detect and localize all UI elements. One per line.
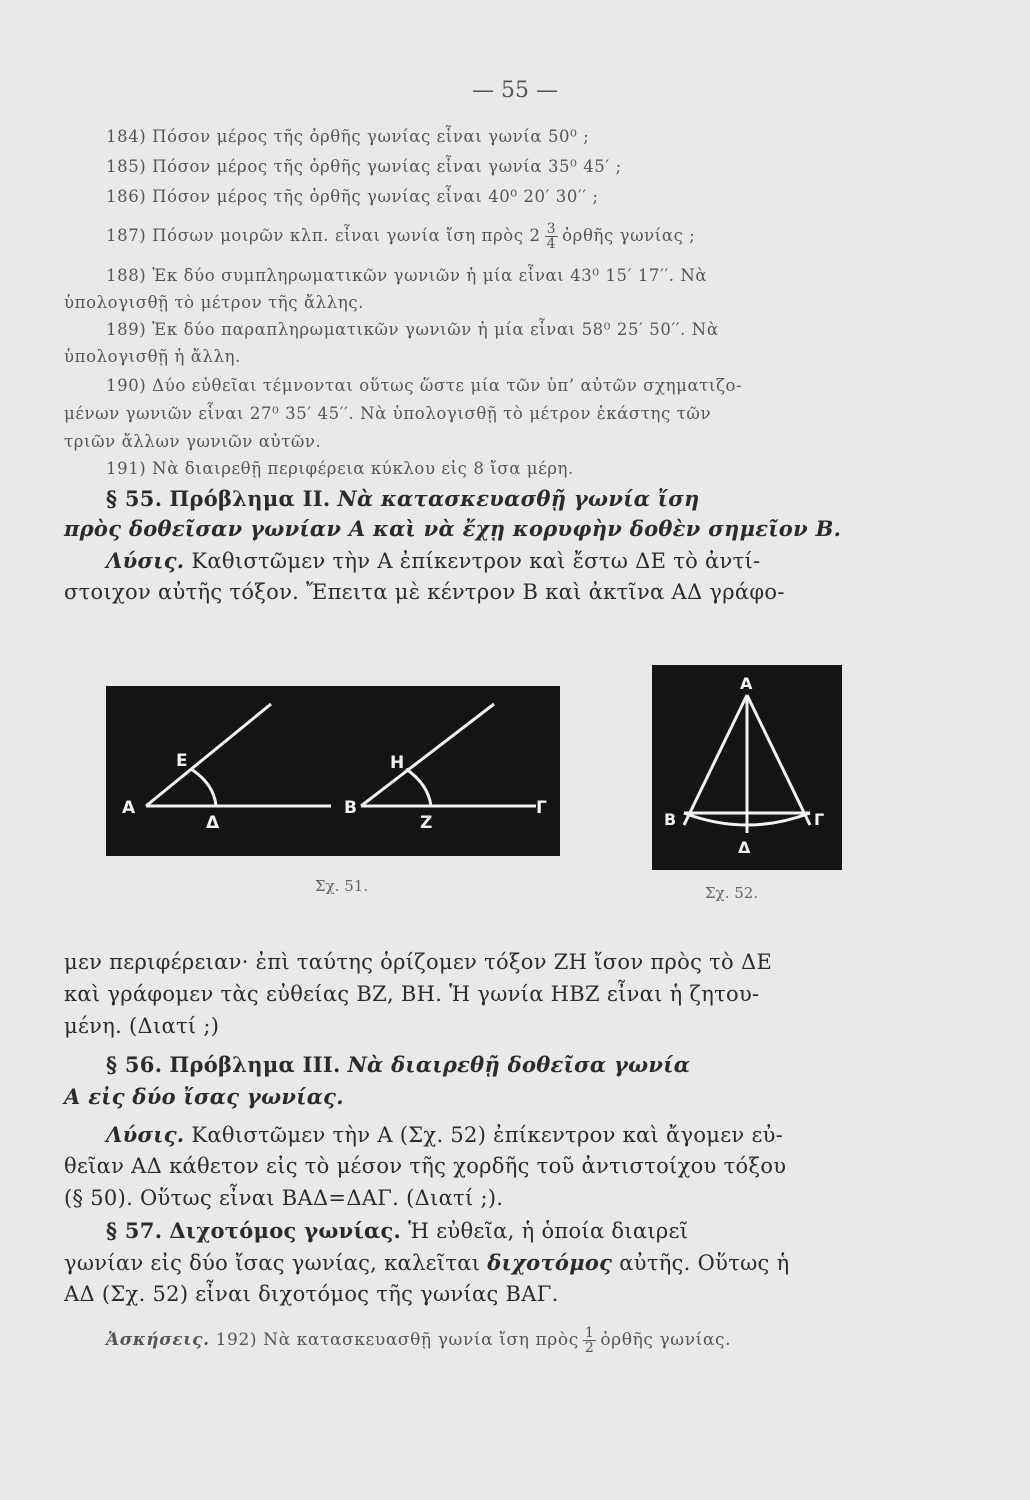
problem-title: Νὰ διαιρεθῇ δοθεῖσα γωνία xyxy=(347,1052,691,1077)
fraction-three-quarters xyxy=(545,222,559,251)
solution-text: Καθιστῶμεν τὴν Α (Σχ. 52) ἐπίκεντρον καὶ ἄγομεν εὐ- xyxy=(191,1123,784,1147)
label-g: Γ xyxy=(814,810,825,829)
section-57-line2 xyxy=(64,1250,884,1275)
figure-51 xyxy=(106,686,560,856)
exercise-190-line3: τριῶν ἄλλων γωνιῶν αὐτῶν. xyxy=(64,432,322,451)
exercise-184: 184) Πόσον μέρος τῆς ὀρθῆς γωνίας εἶναι γωνία 50⁰ ; xyxy=(106,127,590,146)
fraction-numerator: 1 xyxy=(584,1325,595,1341)
label-g: Γ xyxy=(536,798,547,818)
label-b: Β xyxy=(664,810,677,829)
exercise-187 xyxy=(106,222,926,251)
section-55-title-cont: πρὸς δοθεῖσαν γωνίαν Α καὶ νὰ ἔχῃ κορυφὴν δοθὲν σημεῖον Β. xyxy=(64,516,842,541)
label-h: Η xyxy=(390,753,405,773)
section-55-solution-line1 xyxy=(106,548,926,573)
fraction-numerator: 3 xyxy=(546,221,557,237)
exercise-192: 192) Νὰ κατασκευασθῇ γωνία ἴση πρὸς xyxy=(215,1330,579,1350)
fraction-denominator: 4 xyxy=(546,236,557,252)
problem-label: Πρόβλημα ΙΙ. xyxy=(169,486,331,511)
section-56-solution-line1 xyxy=(106,1122,926,1147)
figure-52-drawing xyxy=(652,665,842,870)
exercise-186: 186) Πόσον μέρος τῆς ὀρθῆς γωνίας εἶναι 40⁰ 20′ 30′′ ; xyxy=(106,187,599,206)
solution-label: Λύσις. xyxy=(106,1122,185,1147)
label-a: Α xyxy=(122,798,136,818)
section-number: § 55. xyxy=(106,486,163,511)
section-55-solution-line4: καὶ γράφομεν τὰς εὐθείας ΒΖ, ΒΗ. Ἡ γωνία ΗΒΖ εἶναι ἡ ζητου- xyxy=(64,982,760,1006)
definition-label: Διχοτόμος γωνίας. xyxy=(169,1218,402,1243)
fraction-denominator: 2 xyxy=(584,1340,595,1356)
section-56-solution-line3: (§ 50). Οὕτως εἶναι ΒΑΔ=ΔΑΓ. (Διατί ;). xyxy=(64,1186,504,1210)
figure-52 xyxy=(652,665,842,870)
label-e: Ε xyxy=(176,751,188,771)
term-bisector: διχοτόμος xyxy=(487,1250,613,1275)
exercises-label: Ἀσκήσεις. xyxy=(106,1330,210,1350)
exercise-190-line1: 190) Δύο εὐθεῖαι τέμνονται οὕτως ὥστε μία τῶν ὑπ’ αὐτῶν σχηματιζο- xyxy=(106,376,743,395)
page-number: — 55 — xyxy=(472,78,558,103)
exercises-line xyxy=(106,1326,926,1355)
problem-title: Νὰ κατασκευασθῇ γωνία ἴση xyxy=(337,486,700,511)
exercise-185: 185) Πόσον μέρος τῆς ὀρθῆς γωνίας εἶναι γωνία 35⁰ 45′ ; xyxy=(106,157,622,176)
label-d: Δ xyxy=(206,813,220,833)
exercise-187-end: ὀρθῆς γωνίας ; xyxy=(562,226,696,245)
exercise-190-line2: μένων γωνιῶν εἶναι 27⁰ 35′ 45′′. Νὰ ὑπολογισθῇ τὸ μέτρον ἑκάστης τῶν xyxy=(64,404,712,423)
line-ab xyxy=(684,695,747,825)
label-d: Δ xyxy=(738,838,751,857)
definition-text: Ἡ εὐθεῖα, ἡ ὁποία διαιρεῖ xyxy=(408,1219,689,1243)
arc-zh xyxy=(406,769,431,806)
fraction-one-half xyxy=(583,1326,597,1355)
label-z: Ζ xyxy=(420,813,433,833)
arc-de xyxy=(191,769,216,806)
exercise-188-line2: ὑπολογισθῇ τὸ μέτρον τῆς ἄλλης. xyxy=(64,293,365,312)
definition-text-end: αὐτῆς. Οὕτως ἡ xyxy=(619,1251,790,1275)
section-55-solution-line3: μεν περιφέρειαν· ἐπὶ ταύτης ὁρίζομεν τόξον ΖΗ ἴσον πρὸς τὸ ΔΕ xyxy=(64,950,773,974)
section-55-heading xyxy=(106,486,926,511)
exercise-191: 191) Νὰ διαιρεθῇ περιφέρεια κύκλου εἰς 8 ἴσα μέρη. xyxy=(106,459,574,478)
exercise-187-text: 187) Πόσων μοιρῶν κλπ. εἶναι γωνία ἴση πρὸς 2 xyxy=(106,226,541,245)
section-56-heading xyxy=(106,1052,926,1077)
problem-label: Πρόβλημα ΙΙΙ. xyxy=(169,1052,341,1077)
exercise-189-line1: 189) Ἐκ δύο παραπληρωματικῶν γωνιῶν ἡ μία εἶναι 58⁰ 25′ 50′′. Νὰ xyxy=(106,320,719,339)
section-56-solution-line2: θεῖαν ΑΔ κάθετον εἰς τὸ μέσον τῆς χορδῆς τοῦ ἀντιστοίχου τόξου xyxy=(64,1154,787,1178)
label-a: Α xyxy=(740,674,753,693)
section-57-heading xyxy=(106,1218,926,1243)
exercise-188-line1: 188) Ἐκ δύο συμπληρωματικῶν γωνιῶν ἡ μία εἶναι 43⁰ 15′ 17′′. Νὰ xyxy=(106,266,708,285)
exercise-189-line2: ὑπολογισθῇ ἡ ἄλλη. xyxy=(64,347,241,366)
section-number: § 56. xyxy=(106,1052,163,1077)
exercise-192-end: ὀρθῆς γωνίας. xyxy=(600,1330,732,1350)
solution-label: Λύσις. xyxy=(106,548,185,573)
solution-text: Καθιστῶμεν τὴν Α ἐπίκεντρον καὶ ἔστω ΔΕ τὸ ἀντί- xyxy=(191,549,761,573)
figure-52-caption: Σχ. 52. xyxy=(705,884,759,902)
section-56-title-cont: Α εἰς δύο ἴσας γωνίας. xyxy=(64,1084,344,1109)
label-b: Β xyxy=(344,798,357,818)
section-number: § 57. xyxy=(106,1218,163,1243)
line-ag xyxy=(747,695,810,825)
section-57-line3: ΑΔ (Σχ. 52) εἶναι διχοτόμος τῆς γωνίας ΒΑΓ. xyxy=(64,1282,559,1306)
definition-text-part: γωνίαν εἰς δύο ἴσας γωνίας, καλεῖται xyxy=(64,1251,481,1275)
section-55-solution-line2: στοιχον αὐτῆς τόξον. Ἔπειτα μὲ κέντρον Β καὶ ἀκτῖνα ΑΔ γράφο- xyxy=(64,580,785,604)
figure-51-drawing xyxy=(106,686,560,856)
line-ae xyxy=(146,704,271,806)
figure-51-caption: Σχ. 51. xyxy=(315,877,369,895)
section-55-solution-line5: μένη. (Διατί ;) xyxy=(64,1014,220,1038)
